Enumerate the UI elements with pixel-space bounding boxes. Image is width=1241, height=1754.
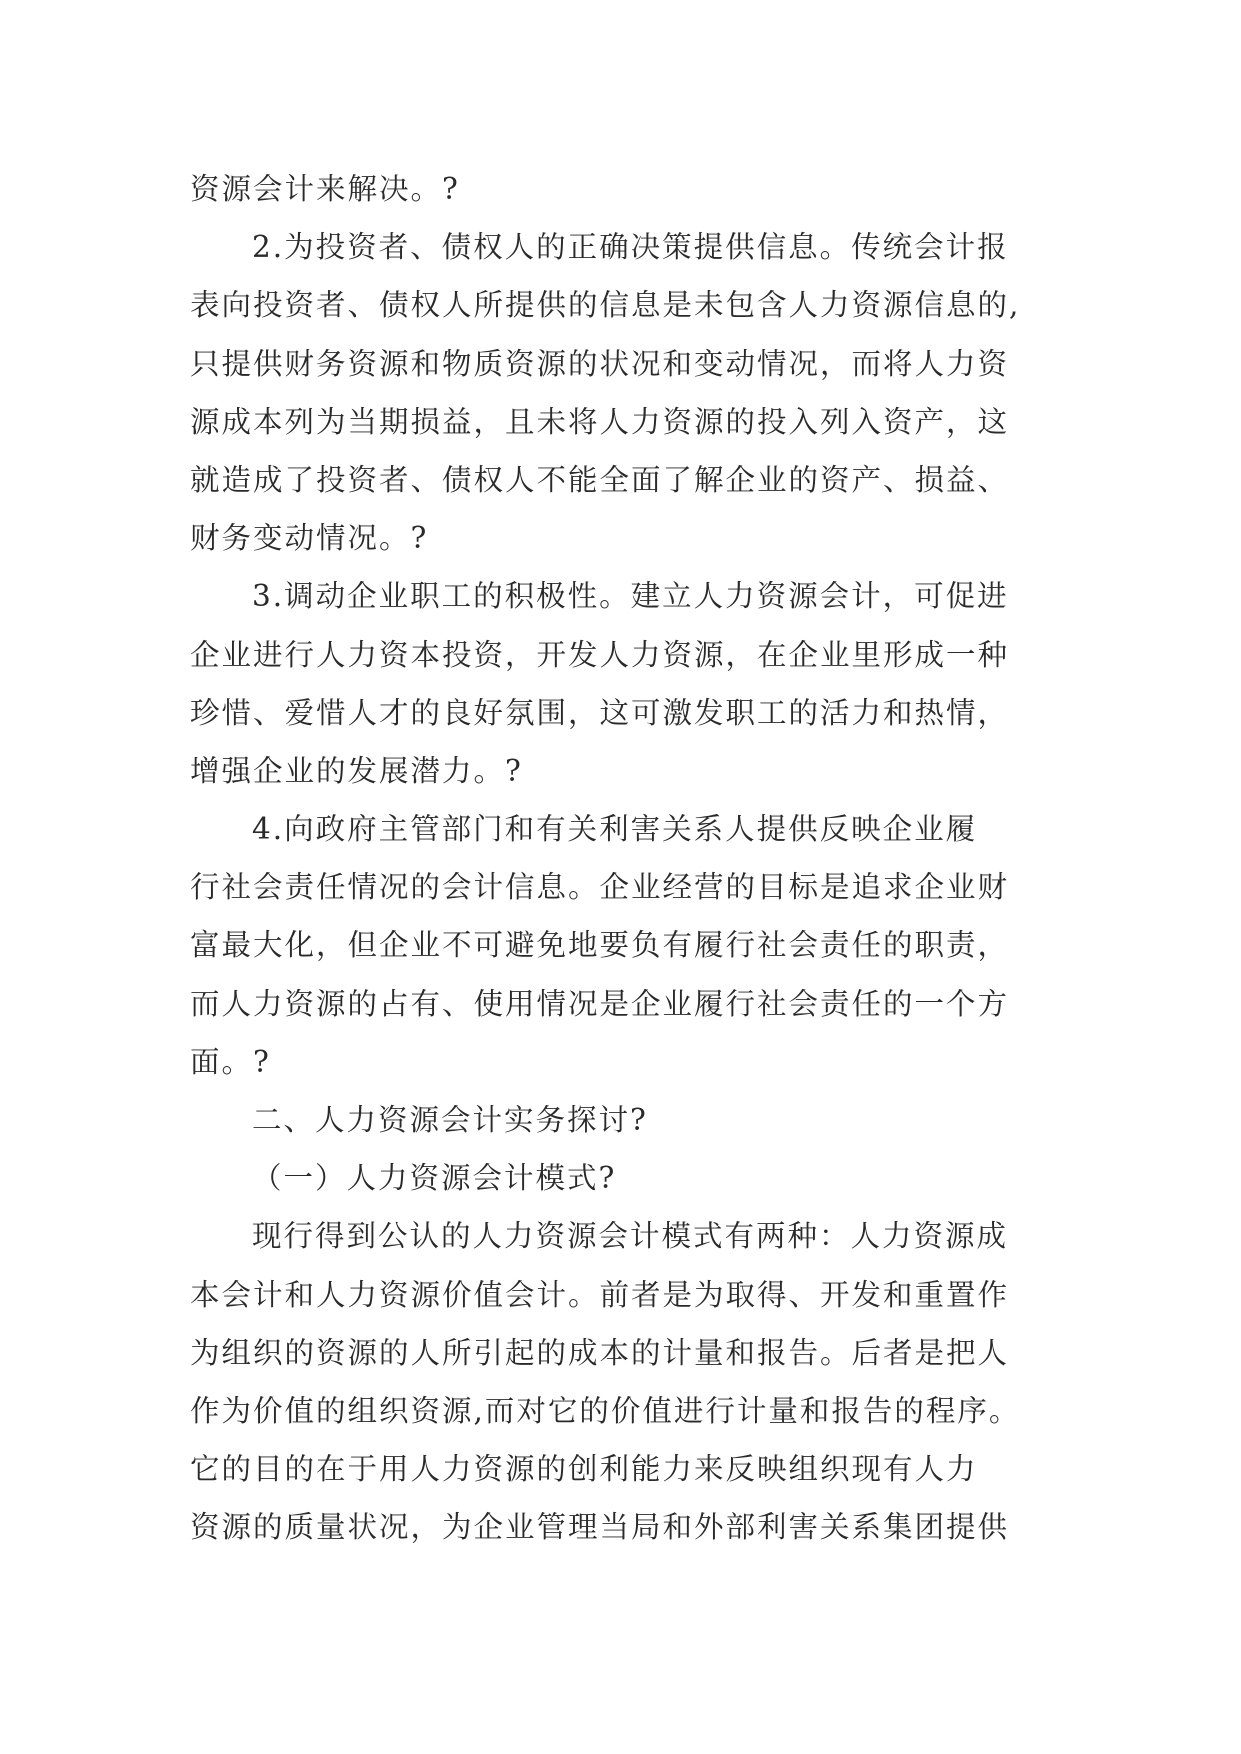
text-line: 就造成了投资者、债权人不能全面了解企业的资产、损益、 bbox=[190, 462, 1010, 497]
paragraph-start-line: 4.向政府主管部门和有关利害关系人提供反映企业履 bbox=[252, 812, 978, 847]
text-line: 作为价值的组织资源,而对它的价值进行计量和报告的程序。 bbox=[190, 1393, 1021, 1428]
text-line: 资源会计来解决。? bbox=[190, 172, 460, 206]
text-line: 富最大化，但企业不可避免地要负有履行社会责任的职责， bbox=[190, 928, 1010, 963]
text-line: 企业进行人力资本投资，开发人力资源，在企业里形成一种 bbox=[190, 637, 1010, 672]
text-line: 而人力资源的占有、使用情况是企业履行社会责任的一个方 bbox=[190, 986, 1010, 1021]
paragraph-start-line: 2.为投资者、债权人的正确决策提供信息。传统会计报 bbox=[252, 230, 1009, 265]
text-line: 资源的质量状况，为企业管理当局和外部利害关系集团提供 bbox=[190, 1510, 1010, 1545]
text-line: 源成本列为当期损益，且未将人力资源的投入列入资产，这 bbox=[190, 404, 1010, 439]
text-line: 面。? bbox=[190, 1044, 271, 1079]
body-text bbox=[190, 160, 1070, 1557]
subsection-heading: （一）人力资源会计模式? bbox=[252, 1161, 617, 1196]
text-line: 行社会责任情况的会计信息。企业经营的目标是追求企业财 bbox=[190, 870, 1010, 905]
text-line: 财务变动情况。? bbox=[190, 521, 429, 556]
section-heading: 二、人力资源会计实务探讨? bbox=[252, 1103, 648, 1137]
text-line: 表向投资者、债权人所提供的信息是未包含人力资源信息的, bbox=[190, 288, 1021, 323]
text-line: 只提供财务资源和物质资源的状况和变动情况，而将人力资 bbox=[190, 346, 1010, 381]
text-line: 为组织的资源的人所引起的成本的计量和报告。后者是把人 bbox=[190, 1335, 1010, 1370]
paragraph-start-line: 3.调动企业职工的积极性。建立人力资源会计，可促进 bbox=[252, 579, 1009, 614]
text-line: 它的目的在于用人力资源的创利能力来反映组织现有人力 bbox=[190, 1452, 978, 1487]
text-line: 本会计和人力资源价值会计。前者是为取得、开发和重置作 bbox=[190, 1277, 1010, 1312]
text-line: 珍惜、爱惜人才的良好氛围，这可激发职工的活力和热情， bbox=[190, 695, 1010, 730]
text-line: 增强企业的发展潜力。? bbox=[190, 753, 523, 788]
paragraph-start-line: 现行得到公认的人力资源会计模式有两种：人力资源成 bbox=[252, 1219, 1009, 1254]
